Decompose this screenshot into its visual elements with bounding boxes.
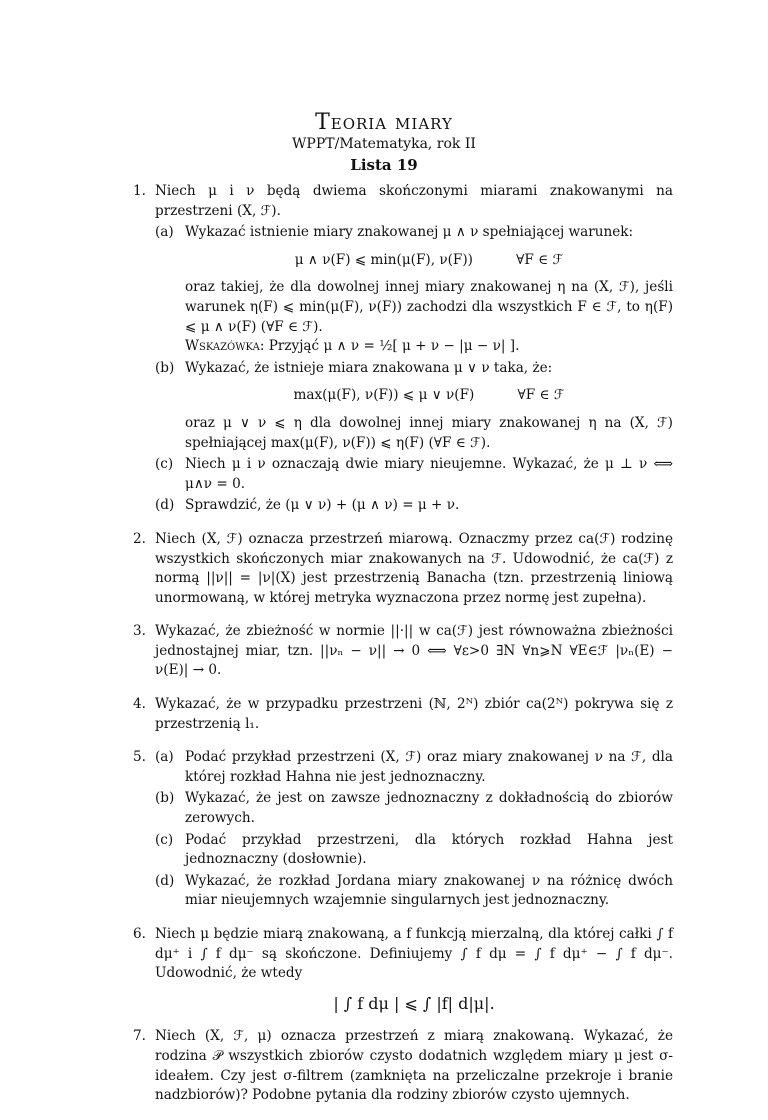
problem-4 [133,695,673,734]
subproblem-1b [155,359,673,453]
subproblem-1c [155,455,673,494]
subproblem-text: Sprawdzić, że (μ ∨ ν) + (μ ∧ ν) = μ + ν. [185,497,460,514]
subproblem-5a [155,748,673,787]
subproblem-text: Wykazać, że istnieje miara znakowana μ ∨ ν taka, że: [185,359,553,376]
problem-text: Niech μ i ν będą dwiema skończonymi miarami znakowanymi na przestrzeni (X, ℱ). [155,183,673,219]
subproblem-continuation: oraz μ ∨ ν ⩽ η dla dowolnej innej miary znakowanej η na (X, ℱ) spełniającej max(μ(F), ν(F)) ⩽ η(F) (∀F ∈ ℱ). [185,414,673,451]
problem-text: Wykazać, że zbieżność w normie ||·|| w ca(ℱ) jest równoważna zbieżności jednostajnej miar, tzn. ||νₙ − ν|| → 0 ⟺ ∀ε>0 ∃N ∀n⩾N ∀E∈ℱ |νₙ(E) − ν(E)| → 0. [155,623,673,679]
problem-number: 4. [133,696,146,713]
subproblem-text: Wykazać istnienie miary znakowanej μ ∧ ν spełniającej warunek: [185,224,634,241]
subproblem-label: (d) [155,497,175,514]
subproblem-text: Wykazać, że jest on zawsze jednoznaczny z dokładnością do zbiorów zerowych. [185,790,673,827]
problem-2 [133,530,673,608]
subproblem-label: (b) [155,359,175,376]
problem-number: 2. [133,530,146,547]
subproblem-label: (a) [155,224,174,241]
list-heading: Lista 19 [350,156,418,174]
subproblem-text: Podać przykład przestrzeni, dla których rozkład Hahna jest jednoznaczny (dosłownie). [185,831,673,868]
problem-3 [133,622,673,681]
problem-list [133,182,673,1120]
hint-text: Przyjąć μ ∧ ν = ½[ μ + ν − |μ − ν| ]. [268,338,520,355]
problem-text: Niech (X, ℱ) oznacza przestrzeń miarową. Oznaczmy przez ca(ℱ) rodzinę wszystkich skończonych miar znakowanych na ℱ. Udowodnić, że ca(ℱ) z normą ||ν|| = |ν|(X) jest przestrzenią Banacha (tzn. przestrzenią liniową unormowaną, w której metryka wyznaczona przez normę jest zupełna). [155,530,673,606]
subproblem-continuation: oraz takiej, że dla dowolnej innej miary znakowanej η na (X, ℱ), jeśli warunek η(F) ⩽ min(μ(F), ν(F)) zachodzi dla wszystkich F ∈ ℱ, to η(F) ⩽ μ ∧ ν(F) (∀F ∈ ℱ). [185,279,673,335]
problem-number: 3. [133,623,146,640]
problem-1 [133,182,673,516]
problem-number: 7. [133,1028,146,1045]
problem-5 [133,748,673,911]
display-formula: max(μ(F), ν(F)) ⩽ μ ∨ ν(F) ∀F ∈ ℱ [293,387,565,404]
hint [185,337,673,357]
subproblem-label: (b) [155,790,175,807]
problem-7 [133,1027,673,1105]
subproblem-label: (c) [155,831,174,848]
subproblem-text: Wykazać, że rozkład Jordana miary znakowanej ν na różnicę dwóch miar nieujemnych wzajemnie singularnych jest jednoznaczny. [185,872,673,909]
subproblem-5b [155,789,673,828]
problem-text: Niech μ będzie miarą znakowaną, a f funkcją mierzalną, dla której całki ∫ f dμ⁺ i ∫ f dμ⁻ są skończone. Definiujemy ∫ f dμ = ∫ f dμ⁺ − ∫ f dμ⁻. Udowodnić, że wtedy [155,926,673,982]
subproblem-label: (c) [155,456,174,473]
display-formula: | ∫ f dμ | ⩽ ∫ |f| d|μ|. [333,993,495,1013]
display-formula: μ ∧ ν(F) ⩽ min(μ(F), ν(F)) ∀F ∈ ℱ [294,251,564,268]
problem-number: 6. [133,926,146,942]
subproblem-1a [155,223,673,357]
document-title: Teoria miary [315,110,453,135]
subproblem-label: (a) [155,749,174,766]
subproblem-1d [155,496,673,516]
hint-label: Wskazówka: [185,338,265,355]
problem-6 [133,925,673,1013]
subproblem-text: Podać przykład przestrzeni (X, ℱ) oraz miary znakowanej ν na ℱ, dla której rozkład Hahna nie jest jednoznaczny. [185,749,673,785]
problem-text: Wykazać, że w przypadku przestrzeni (ℕ, 2ᴺ) zbiór ca(2ᴺ) pokrywa się z przestrzenią l₁. [155,696,673,732]
problem-text: Niech (X, ℱ, μ) oznacza przestrzeń z miarą znakowaną. Wykazać, że rodzina 𝒫 wszystkich zbiorów czysto dodatnich względem miary μ jest σ-ideałem. Czy jest σ-filtrem (zamknięta na przeliczalne przekroje i branie nadzbiorów)? Podobne pytania dla rodziny zbiorów czysto ujemnych. [155,1028,673,1104]
subproblem-label: (d) [155,872,175,889]
subproblem-5d [155,872,673,911]
document-subtitle: WPPT/Matematyka, rok II [292,136,476,152]
problem-number: 5. [133,749,146,766]
subproblem-text: Niech μ i ν oznaczają dwie miary nieujemne. Wykazać, że μ ⊥ ν ⟺ μ∧ν = 0. [185,456,673,492]
subproblem-5c [155,831,673,870]
problem-number: 1. [133,183,146,199]
